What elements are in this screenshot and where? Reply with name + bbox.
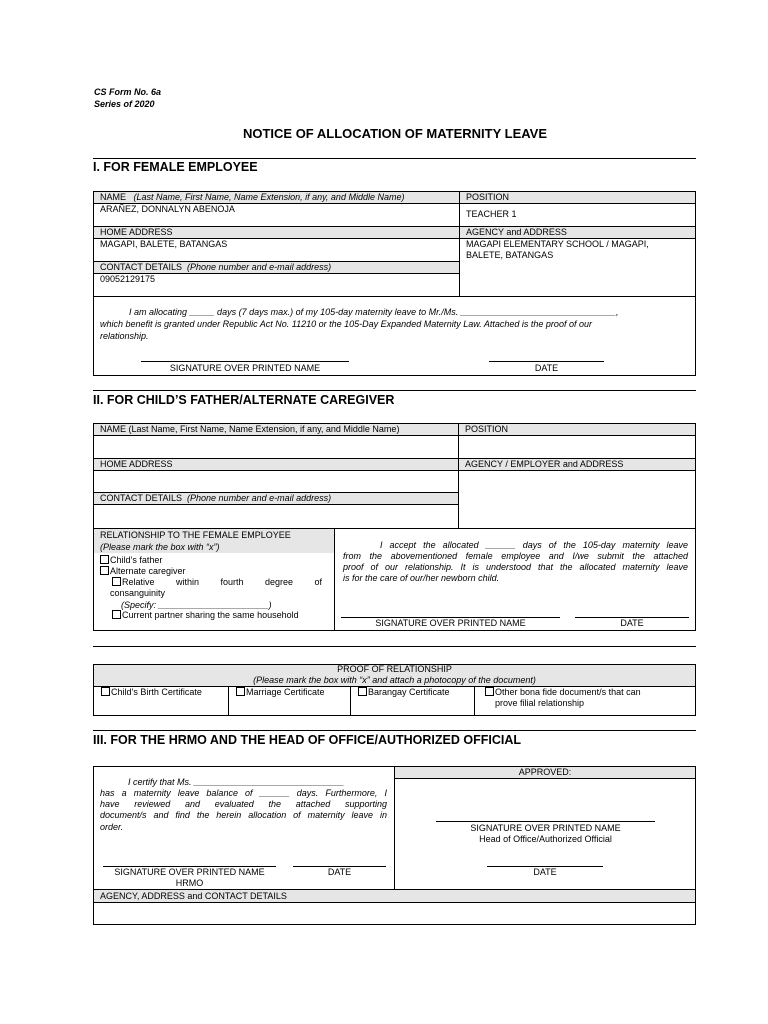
- proof-other-line2: prove filial relationship: [495, 698, 585, 708]
- section3-heading: III. FOR THE HRMO AND THE HEAD OF OFFICE/AUTHORIZED OFFICIAL: [93, 733, 521, 747]
- certify-line3: have reviewed and evaluated the attached supporting: [100, 799, 387, 809]
- caregiver-home-label: HOME ADDRESS: [100, 459, 173, 469]
- option-relative-line2: consanguinity: [110, 588, 166, 598]
- home-address-label: HOME ADDRESS: [100, 227, 173, 237]
- statement-line2: which benefit is granted under Republic Act No. 11210 or the 105-Day Expanded Maternity Law. Attached is the proof of our: [100, 319, 592, 329]
- grid-line: [350, 686, 351, 716]
- option-partner[interactable]: [112, 610, 299, 621]
- option-alternate[interactable]: [100, 566, 186, 577]
- checkbox[interactable]: [485, 687, 494, 696]
- signature-line: [436, 821, 655, 822]
- head-title: Head of Office/Authorized Official: [479, 834, 612, 844]
- name-value[interactable]: ARAÑEZ, DONNALYN ABENOJA: [100, 204, 235, 214]
- agency-value-line1[interactable]: MAGAPI ELEMENTARY SCHOOL / MAGAPI,: [466, 239, 649, 249]
- proof-marriage-certificate[interactable]: [236, 687, 325, 698]
- grid-line: [394, 766, 395, 890]
- certify-line1: I certify that Ms. ______________________________: [128, 777, 345, 787]
- checkbox[interactable]: [236, 687, 245, 696]
- proof-heading: PROOF OF RELATIONSHIP: [337, 664, 452, 674]
- name-label: [100, 192, 404, 203]
- contact-label-text: CONTACT DETAILS: [100, 262, 183, 272]
- certify-line4: document/s and find the herein allocation of maternity leave in: [100, 810, 387, 820]
- female-employee-box: [93, 191, 696, 376]
- proof-barangay-certificate[interactable]: [358, 687, 450, 698]
- grid-line: [394, 778, 696, 779]
- caregiver-date-label: DATE: [620, 618, 644, 628]
- checkbox[interactable]: [101, 687, 110, 696]
- caregiver-position-label: POSITION: [465, 424, 509, 434]
- option-partner-label: Current partner sharing the same household: [122, 610, 299, 620]
- grid-line: [93, 504, 459, 505]
- proof-option-label: Marriage Certificate: [246, 687, 325, 697]
- signature-label: SIGNATURE OVER PRINTED NAME: [169, 363, 321, 373]
- contact-value[interactable]: 09052129175: [100, 274, 156, 284]
- divider: [93, 646, 696, 647]
- proof-other-document[interactable]: [485, 687, 641, 698]
- signature-line: [141, 361, 349, 362]
- caregiver-signature-label: SIGNATURE OVER PRINTED NAME: [375, 618, 526, 628]
- form-number: CS Form No. 6a: [94, 87, 162, 97]
- name-label-text: NAME: [100, 192, 127, 202]
- divider: [93, 390, 696, 391]
- statement-line1: I am allocating _____ days (7 days max.) of my 105-day maternity leave to Mr./Ms. _______________________________,: [129, 307, 619, 317]
- caregiver-contact-label: [100, 493, 331, 504]
- agency-contact-label: AGENCY, ADDRESS and CONTACT DETAILS: [100, 891, 287, 901]
- proof-option-label: Other bona fide document/s that can: [495, 687, 641, 697]
- relationship-label: RELATIONSHIP TO THE FEMALE EMPLOYEE: [100, 530, 291, 540]
- grid-line: [474, 686, 475, 716]
- contact-label: [100, 262, 331, 273]
- divider: [93, 158, 696, 159]
- option-father[interactable]: [100, 555, 162, 566]
- caregiver-agency-label: AGENCY / EMPLOYER and ADDRESS: [465, 459, 624, 469]
- grid-line: [93, 470, 696, 471]
- page-title: NOTICE OF ALLOCATION OF MATERNITY LEAVE: [242, 126, 548, 141]
- checkbox[interactable]: [100, 566, 109, 575]
- certify-line2: has a maternity leave balance of ______ days. Furthermore, I: [100, 788, 387, 798]
- option-relative-label: Relative within fourth degree of: [122, 577, 322, 587]
- approved-label: APPROVED:: [518, 767, 572, 777]
- option-alternate-label: Alternate caregiver: [110, 566, 186, 576]
- form-series: Series of 2020: [94, 99, 155, 109]
- grid-line: [228, 686, 229, 716]
- section2-heading: II. FOR CHILD’S FATHER/ALTERNATE CAREGIVER: [93, 393, 395, 407]
- grid-line: [459, 191, 460, 296]
- checkbox[interactable]: [358, 687, 367, 696]
- grid-line: [93, 528, 696, 529]
- position-label: POSITION: [466, 192, 510, 202]
- accept-line3: proof of our relationship. It is understood that the allocated maternity leave: [343, 562, 688, 572]
- grid-line: [93, 435, 696, 436]
- grid-line: [93, 296, 696, 297]
- proof-hint: (Please mark the box with “x” and attach a photocopy of the document): [253, 675, 536, 685]
- grid-line: [458, 423, 459, 528]
- accept-line1: I accept the allocated ______ days of the 105-day maternity leave: [380, 540, 688, 550]
- date-label: DATE: [534, 363, 559, 373]
- contact-hint: (Phone number and e-mail address): [187, 262, 332, 272]
- section1-heading: I. FOR FEMALE EMPLOYEE: [93, 160, 258, 174]
- proof-birth-certificate[interactable]: [101, 687, 202, 698]
- proof-option-label: Barangay Certificate: [368, 687, 450, 697]
- agency-label: AGENCY and ADDRESS: [466, 227, 567, 237]
- head-signature-label: SIGNATURE OVER PRINTED NAME: [470, 823, 621, 833]
- relationship-hint: (Please mark the box with “x”): [100, 542, 220, 552]
- certify-line5: order.: [100, 822, 124, 832]
- hrmo-date-label: DATE: [327, 867, 352, 877]
- option-father-label: Child’s father: [110, 555, 163, 565]
- caregiver-name-label: NAME (Last Name, First Name, Name Extension, if any, and Middle Name): [100, 424, 400, 434]
- position-value[interactable]: TEACHER 1: [466, 209, 517, 219]
- statement-line3: relationship.: [100, 331, 149, 341]
- date-line: [489, 361, 604, 362]
- grid-line: [334, 528, 335, 631]
- specify-field[interactable]: (Specify: ______________________): [121, 600, 272, 610]
- head-date-label: DATE: [533, 867, 557, 877]
- option-relative[interactable]: [112, 577, 328, 588]
- hrmo-label: HRMO: [175, 878, 204, 888]
- checkbox[interactable]: [100, 555, 109, 564]
- hrmo-signature-label: SIGNATURE OVER PRINTED NAME: [114, 867, 265, 877]
- agency-value-line2[interactable]: BALETE, BATANGAS: [466, 250, 554, 260]
- divider: [93, 730, 696, 731]
- checkbox[interactable]: [112, 610, 121, 619]
- agency-contact-field[interactable]: [94, 903, 695, 924]
- accept-line4: is for the care of our/her newborn child.: [343, 573, 500, 583]
- checkbox[interactable]: [112, 577, 121, 586]
- contact-hint: (Phone number and e-mail address): [187, 493, 332, 503]
- grid-line: [93, 889, 696, 890]
- home-address-value[interactable]: MAGAPI, BALETE, BATANGAS: [100, 239, 228, 249]
- name-hint: (Last Name, First Name, Name Extension, if any, and Middle Name): [133, 192, 405, 202]
- accept-line2: from the abovementioned female employee and I/we submit the attached: [343, 551, 688, 561]
- contact-label-text: CONTACT DETAILS: [100, 493, 183, 503]
- proof-option-label: Child’s Birth Certificate: [111, 687, 202, 697]
